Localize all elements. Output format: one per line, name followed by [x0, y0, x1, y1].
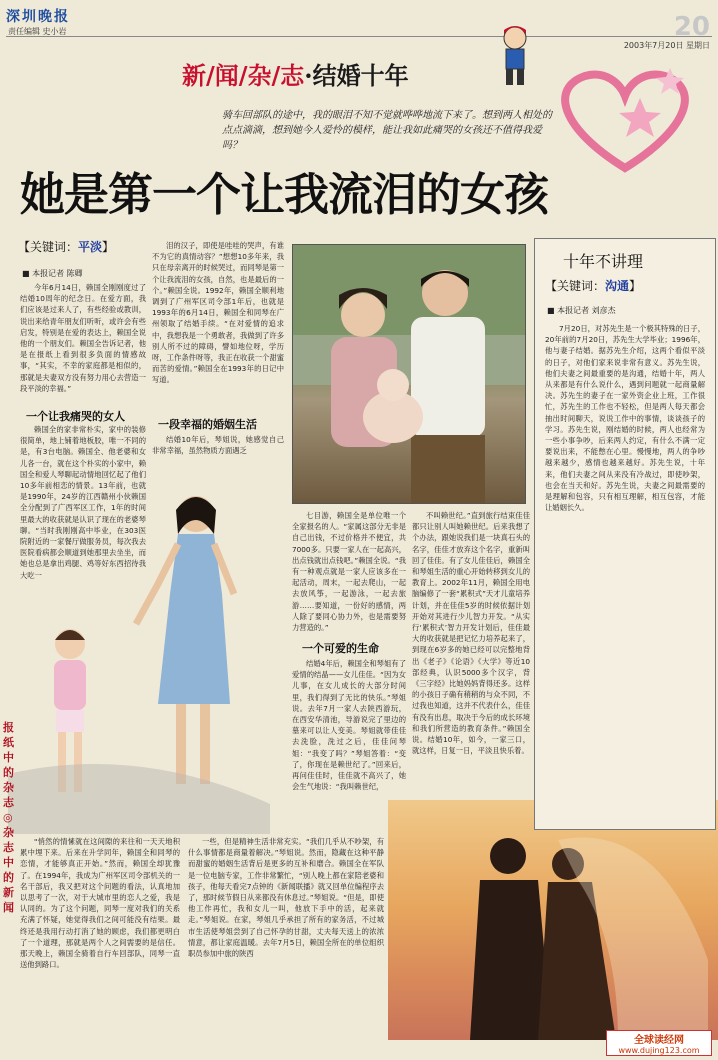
- main-column-6: [188, 836, 384, 1054]
- sidebar-body: [545, 323, 705, 823]
- section-prefix: 新/闻/杂/志: [182, 61, 305, 90]
- sidebar-title: 十年不讲理: [563, 252, 644, 271]
- mother-daughter-cutout-icon: [8, 474, 270, 834]
- paragraph: 结婚10年后，琴姐说，她感觉自己非常幸福，虽然物质方面遇乏: [152, 435, 284, 456]
- watermark-url[interactable]: www.dujing123.com: [618, 1046, 700, 1055]
- headline: 她是第一个让我流泪的女孩: [20, 168, 549, 221]
- main-column-4: [412, 510, 530, 798]
- vertical-caption: 报纸中的杂志◎杂志中的新闻: [3, 721, 14, 914]
- paragraph: 一些，但是精神生活非常充实。“我们几乎从不吵架，有什么事情都是商量着解决。”琴姐说。然而，隐藏在这种平静而甜蜜的婚姻生活背后是更多的互补和磨合。赖国全在军队是一位电脑专家，工作非常繁忙，“别人晚上都在家陪老婆和孩子，他每天看完7点钟的《新闻联播》就又回单位编程序去了，那时候节假日从来都没有休息过。”琴姐说。“但是，即使他工作再忙，我和女儿一叫，他放下手中的活，起来就走。”琴姐说。在家，琴姐几乎承担了所有的家务活，不过城市生活使琴姐尝到了自己怀孕的甘甜，丈夫每天送上的浓浓情意，都让家庭温暖。去年7月5日，赖国全所在的单位组织职员参加中旅的陕西: [188, 837, 384, 959]
- page-number: 20: [673, 12, 710, 42]
- paragraph: 7月20日，对苏先生是一个极其特殊的日子，20年前的7月20日，苏先生大学毕业；1996年，他与妻子结婚。据苏先生介绍，这两个看似平淡的日子，对他们家来说非常有意义。苏先生说，他们夫妻之间最重要的是沟通，结婚十年，两人从来都是有什么说什么，遇到问题就一起商量解决。苏先生的妻子在一家外资企业上班，工作很忙，苏先生的工作也不轻松，但是两人每天都会抽出时间聊天，说说工作中的事情，谈谈孩子的学习。苏先生说，刚结婚的时候，两人也经常为一些小事争吵，后来两人约定，有什么不满一定要说出来，不能憋在心里。慢慢地，两人的争吵越来越少，感情也越来越好。苏先生说，十年来，他们夫妻之间从来没有冷战过，即使吵架，也会在当天和好。苏先生说，夫妻之间最需要的是理解和包容，只有相互理解，相互包容，才能让婚姻长久。: [545, 324, 705, 513]
- bride-groom-silhouette-icon: [388, 800, 718, 1040]
- masthead: 深圳晚报: [6, 9, 70, 25]
- sidebar-keyword: [545, 277, 641, 294]
- paragraph: 今年6月14日，赖国全刚刚度过了结婚10周年的纪念日。在爱方面，我们应该是过来人了，有些经验或教训，说出来给青年朋友们听听，或许会有些启发，特别是在爱的表达上，赖国全说他的一个朋友们。赖国全告诉记者，他是在报纸上看到很多负面的情感故事，“其实，不幸的家庭都是相似的，那就是夫妻双方没有努力用心去营造一段平淡的幸福。”: [20, 283, 146, 393]
- paragraph: 泪的汉子，即使是哇哇的哭声，有谁不为它的真情动容？”想想10多年来，我只在母亲离开的时候哭过，而同琴是第一个让我流泪的女孩，自然，也是最后的一个。”赖国全说。1992年，赖国全顺利地调到了广州军区司令部1年后，也就是1993年的6月14日，赖国全和同琴在广州领取了结婚手续。“在对爱情的追求中，我想我是一个勇敢者，我做到了许多别人所不过的障碍，譬如地位呀，学历呀，工作条件呀等，我正在收获一个甜蜜而苦的爱情。”赖国全在1993年的日记中写道。: [152, 241, 284, 385]
- deck-text: 骑车回部队的途中，我的眼泪不知不觉就哗哗地流下来了。想到两人相处的点点滴滴，想到她今人爱怜的模样，能让我如此痛哭的女孩还不值得我爱吗？: [222, 110, 552, 151]
- main-column-3b: [292, 658, 406, 798]
- main-column-2: [152, 240, 284, 408]
- paragraph: 赖国全的家非常朴实，家中的装修很简单，地上铺着地板胶，唯一不同的是，有3台电脑。赖国全、他老婆和女儿各一台，就在这个朴实的小家中，赖国全和爱人琴聊起动情地回忆起了他们10多年前相恋的情景。13年前，也就是1990年，24岁的江西赣州小伙赖国全分配到了广西军区工作，1年的时间里最大的收获就是认识了现在的老婆琴聊。“当时我刚刚高中毕业，在303医院附近的一家餐厅做服务员，每次我去医院看病都会顺道到她那里去坐坐，而她也总是拿出鸡腿、鸡等好东西招待我大吃一: [20, 425, 146, 580]
- keyword-label: 【关键词：: [18, 240, 79, 254]
- keyword-close: 】: [102, 240, 115, 254]
- paragraph: 不叫赖世纪。”直到旅行结束佳佳都只让别人叫她赖世纪。后来我想了个办法，跟她说我们是一块真石头的名字，佳佳才放弃这个名字，重新叫回了佳佳。有了女儿佳佳后，赖国全和琴姐生活的重心开始转移到女儿的教育上。2002年11月，赖国全用电脑编修了一套“累积式”天才儿童培养计划，并在佳佳5岁的时候依据计划开始对其进行少儿智力开发。“从实行‘累积式’智力开发计划后，佳佳最大的收获就是把记忆力培养起来了，到现在6岁多的她已经可以完整地背出《老子》《论语》《大学》等近10部经典，认识5000多个汉字，背《三字经》比她妈妈背得还多。这样的小孩日子确有稍稍的与众不同，不过我也知道，这并不代表什么，佳佳有没有出息，取决于今后的成长环境和我们所营造的教育条件。”赖国全说。结婚10年，如今，一家三口，就这样，日复一日，平淡且快乐着。: [412, 511, 530, 756]
- section-name: ·结婚十年: [304, 61, 409, 90]
- keyword-value: 沟通: [605, 279, 630, 293]
- mother-daughter-photo: [8, 474, 270, 834]
- main-column-1: [20, 282, 146, 402]
- wedding-silhouette-photo: [388, 800, 718, 1040]
- family-photo-icon: [293, 245, 525, 503]
- hearts-decoration-icon: [540, 58, 710, 178]
- main-keyword: [18, 238, 114, 255]
- paragraph: "悄然的情愫就在这间隙的来往和一天天地积累中埋下来。后来在升学同年，赖国全和同琴的恋情，才能够真正开始。”然而，赖国全却犹豫了。在1994年，我成为广州军区司令部机关的一名干部后，我又把对这个问题的看法，认真地加以思考了一次，对于大城市里的恋人之爱，我是认同的。为了这个问题，同琴一度对我们的关系充满了怀疑，她觉得我们之间可能没有结果。最终还是我用行动打消了她的顾虑，我们都更明白了一个道理，那就是两个人之间需要的是信任。那天晚上，赖国全骑着自行车回部队，同琴一直送他到路口。: [20, 837, 180, 970]
- subhead-3: 一个可爱的生命: [302, 642, 379, 655]
- keyword-value: 平淡: [78, 240, 103, 254]
- header-rule: [6, 36, 712, 37]
- sidebar-byline: ■ 本报记者 刘彦杰: [547, 306, 616, 315]
- paragraph: 七目游，赖国全是单位唯一个全家报名的人。“家属这部分无非是自己出钱，不过价格并不便宜，共7000多。只要一家人在一起高兴，出点钱就出点钱吧。”赖国全说。“我有一种观点就是一家人应该多在一起活动，周末，一起去爬山，一起去放风筝，一起游泳，一起去旅游……要知道，一份好的感情，两人除了要同心协力外，也是需要努力营造的。”: [292, 511, 406, 633]
- main-column-5: [20, 836, 180, 1054]
- keyword-close: 】: [629, 279, 642, 293]
- section-title: [182, 56, 409, 91]
- paragraph: 结婚4年后，赖国全和琴姐有了爱情的结晶——女儿佳佳。“因为女儿事，在女儿成长的大部分时间里，我们得到了无比的快乐。”琴姐说。去年7月一家人去陕西游玩，在西安华清池，导游说完了里边的墓来可以让人变美。琴姐就带佳佳去洗脸，洗过之后，佳佳问琴姐：“我变了吗？”琴姐答着：“变了，你现在是赖世纪了。”回来后，再问佳佳时，佳佳就不高兴了，她会生气地说：“我叫赖世纪，: [292, 659, 406, 792]
- watermark-title: 全球读经网: [634, 1035, 684, 1046]
- editor-credit: 责任编辑 史小岩: [8, 27, 67, 36]
- subhead-1: 一个让我痛哭的女人: [26, 410, 125, 423]
- cartoon-boy-icon: [490, 22, 540, 90]
- couple-with-baby-photo: [292, 244, 526, 504]
- site-watermark[interactable]: [606, 1030, 712, 1056]
- dateline: 2003年7月20日 星期日: [623, 41, 710, 50]
- keyword-label: 【关键词：: [545, 279, 606, 293]
- main-byline: ■ 本报记者 陈卿: [22, 269, 83, 278]
- sidebar-story: [534, 238, 716, 830]
- main-column-2b: [152, 434, 284, 468]
- subhead-2: 一段幸福的婚姻生活: [158, 418, 257, 431]
